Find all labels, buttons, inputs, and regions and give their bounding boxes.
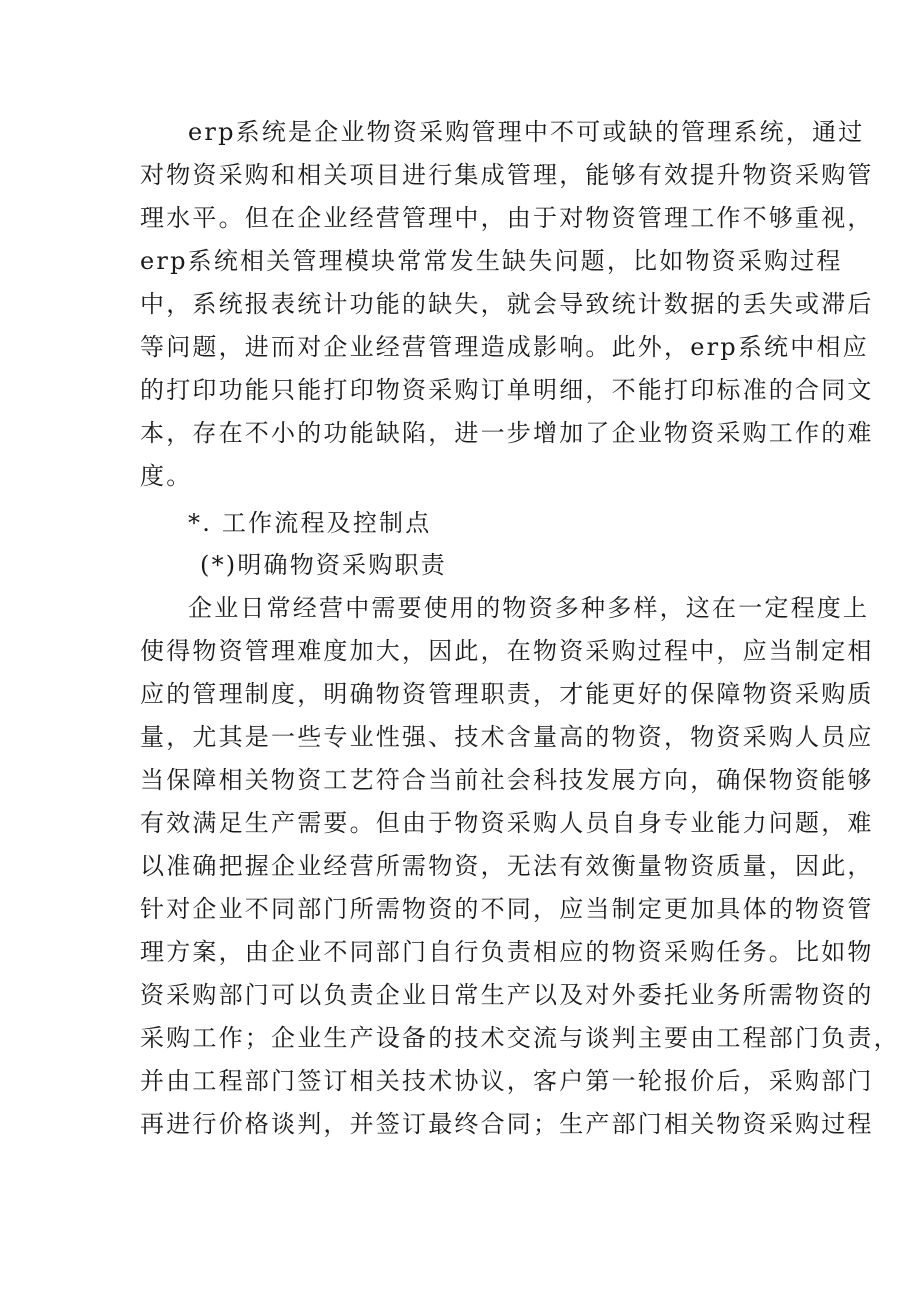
paragraph-2-line-5: 当保障相关物资工艺符合当前社会科技发展方向，确保物资能够	[140, 766, 874, 794]
paragraph-1-line-4: erp系统相关管理模块常常发生缺失问题，比如物资采购过程	[140, 247, 843, 275]
paragraph-2-line-4: 量，尤其是一些专业性强、技术含量高的物资，物资采购人员应	[140, 723, 874, 751]
paragraph-1-line-8: 本，存在不小的功能缺陷，进一步增加了企业物资采购工作的难	[140, 419, 874, 447]
paragraph-1-line-2: 对物资采购和相关项目进行集成管理，能够有效提升物资采购管	[140, 161, 874, 189]
paragraph-1-line-9: 度。	[140, 462, 193, 490]
paragraph-2-line-7: 以准确把握企业经营所需物资，无法有效衡量物资质量，因此，	[140, 852, 874, 880]
paragraph-2-line-13: 再进行价格谈判，并签订最终合同；生产部门相关物资采购过程	[140, 1110, 874, 1138]
paragraph-1-line-1: erp系统是企业物资采购管理中不可或缺的管理系统，通过	[188, 118, 865, 146]
paragraph-2-line-6: 有效满足生产需要。但由于物资采购人员自身专业能力问题，难	[140, 809, 874, 837]
paragraph-2-line-1: 企业日常经营中需要使用的物资多种多样，这在一定程度上	[188, 594, 870, 622]
section-heading: *. 工作流程及控制点	[188, 509, 432, 537]
paragraph-2-line-12: 并由工程部门签订相关技术协议，客户第一轮报价后，采购部门	[140, 1067, 874, 1095]
subsection-heading: (*)明确物资采购职责	[200, 551, 447, 579]
paragraph-1-line-5: 中，系统报表统计功能的缺失，就会导致统计数据的丢失或滞后	[140, 290, 874, 318]
paragraph-2-line-9: 理方案，由企业不同部门自行负责相应的物资采购任务。比如物	[140, 938, 874, 966]
paragraph-2-line-11: 采购工作；企业生产设备的技术交流与谈判主要由工程部门负责，	[140, 1024, 900, 1052]
paragraph-1-line-7: 的打印功能只能打印物资采购订单明细，不能打印标准的合同文	[140, 376, 874, 404]
paragraph-2-line-10: 资采购部门可以负责企业日常生产以及对外委托业务所需物资的	[140, 981, 874, 1009]
paragraph-1-line-3: 理水平。但在企业经营管理中，由于对物资管理工作不够重视，	[140, 204, 874, 232]
paragraph-1-line-6: 等问题，进而对企业经营管理造成影响。此外，erp系统中相应	[140, 333, 869, 361]
paragraph-2-line-2: 使得物资管理难度加大，因此，在物资采购过程中，应当制定相	[140, 637, 874, 665]
paragraph-2-line-8: 针对企业不同部门所需物资的不同，应当制定更加具体的物资管	[140, 895, 874, 923]
paragraph-2-line-3: 应的管理制度，明确物资管理职责，才能更好的保障物资采购质	[140, 680, 874, 708]
